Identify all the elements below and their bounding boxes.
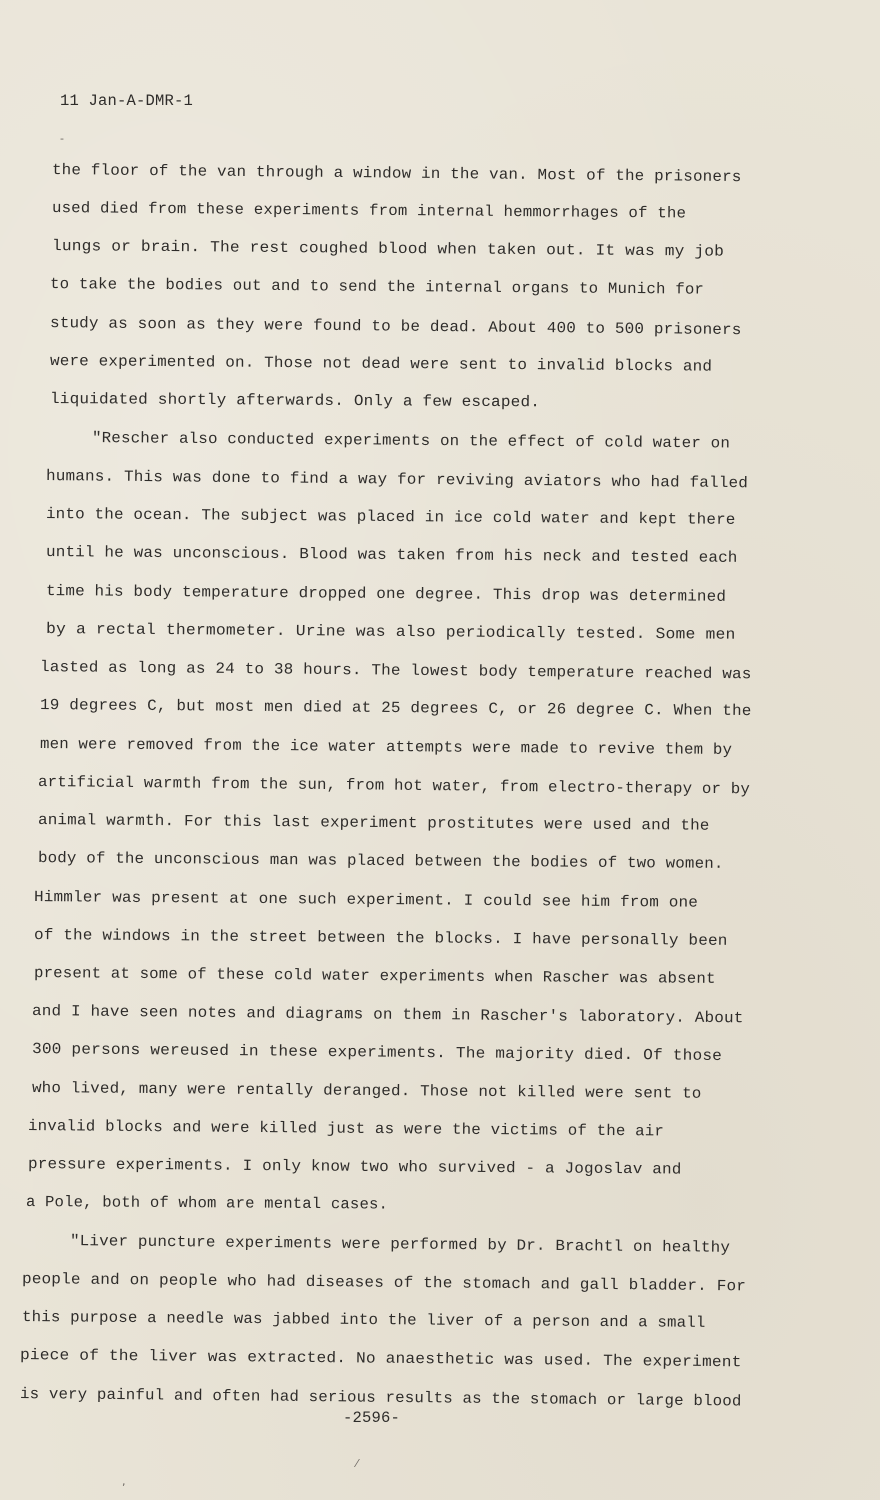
text-line: used died from these experiments from internal hemmorrhages of the [51,199,687,223]
stray-mark: , [122,1475,126,1488]
text-line: body of the unconscious man was placed between the bodies of two women. [37,849,724,873]
text-line: invalid blocks and were killed just as were the victims of the air [27,1117,665,1141]
text-line: animal warmth. For this last experiment prostitutes were used and the [37,811,710,835]
text-line: of the windows in the street between the blocks. I have personally been [33,926,728,950]
text-line: the floor of the van through a window in the van. Most of the prisoners [51,161,742,187]
text-line: into the ocean. The subject was placed in ice cold water and kept there [45,505,736,529]
stray-mark: - [60,132,64,145]
text-line: 19 degrees C, but most men died at 25 degrees C, or 26 degree C. When the [39,696,752,721]
text-line: liquidated shortly afterwards. Only a few escaped. [49,390,541,412]
document-header: 11 Jan-A-DMR-1 [60,92,194,110]
text-line: time his body temperature dropped one degree. This drop was determined [45,582,727,606]
text-line: were experimented on. Those not dead were sent to invalid blocks and [49,352,713,376]
text-line: people and on people who had diseases of the stomach and gall bladder. For [21,1270,747,1296]
text-line: 300 persons wereused in these experiments. The majority died. Of those [31,1040,723,1065]
text-line: and I have seen notes and diagrams on them in Rascher's laboratory. About [31,1002,744,1028]
text-line: pressure experiments. I only know two who survived - a Jogoslav and [27,1155,682,1179]
text-line: lasted as long as 24 to 38 hours. The lowest body temperature reached was [39,658,752,684]
text-line: Himmler was present at one such experiment. I could see him from one [33,888,699,912]
text-line: study as soon as they were found to be dead. About 400 to 500 prisoners [49,314,742,340]
text-line: "Liver puncture experiments were performed by Dr. Brachtl on healthy [69,1232,731,1257]
text-line: this purpose a needle was jabbed into the liver of a person and a small [21,1308,706,1332]
text-line: who lived, many were rentally deranged. Those not killed were sent to [31,1079,702,1103]
text-line: men were removed from the ice water attempts were made to revive them by [39,735,733,759]
text-line: humans. This was done to find a way for reviving aviators who had falled [45,467,749,493]
page-number: -2596- [343,1409,401,1427]
text-line: is very painful and often had serious results as the stomach or large blood [19,1385,742,1411]
text-line: lungs or brain. The rest coughed blood when taken out. It was my job [51,237,725,261]
text-line: until he was unconscious. Blood was taken from his neck and tested each [45,543,738,567]
text-line: to take the bodies out and to send the internal organs to Munich for [49,275,705,299]
text-line: a Pole, both of whom are mental cases. [25,1193,389,1214]
text-line: piece of the liver was extracted. No anaesthetic was used. The experiment [19,1346,742,1372]
text-line: by a rectal thermometer. Urine was also periodically tested. Some men [45,620,736,644]
text-line: artificial warmth from the sun, from hot water, from electro-therapy or by [37,773,751,799]
text-line: "Rescher also conducted experiments on the effect of cold water on [91,429,731,453]
stray-mark: ⁄ [356,1457,358,1470]
text-line: present at some of these cold water experiments when Rascher was absent [33,964,716,988]
